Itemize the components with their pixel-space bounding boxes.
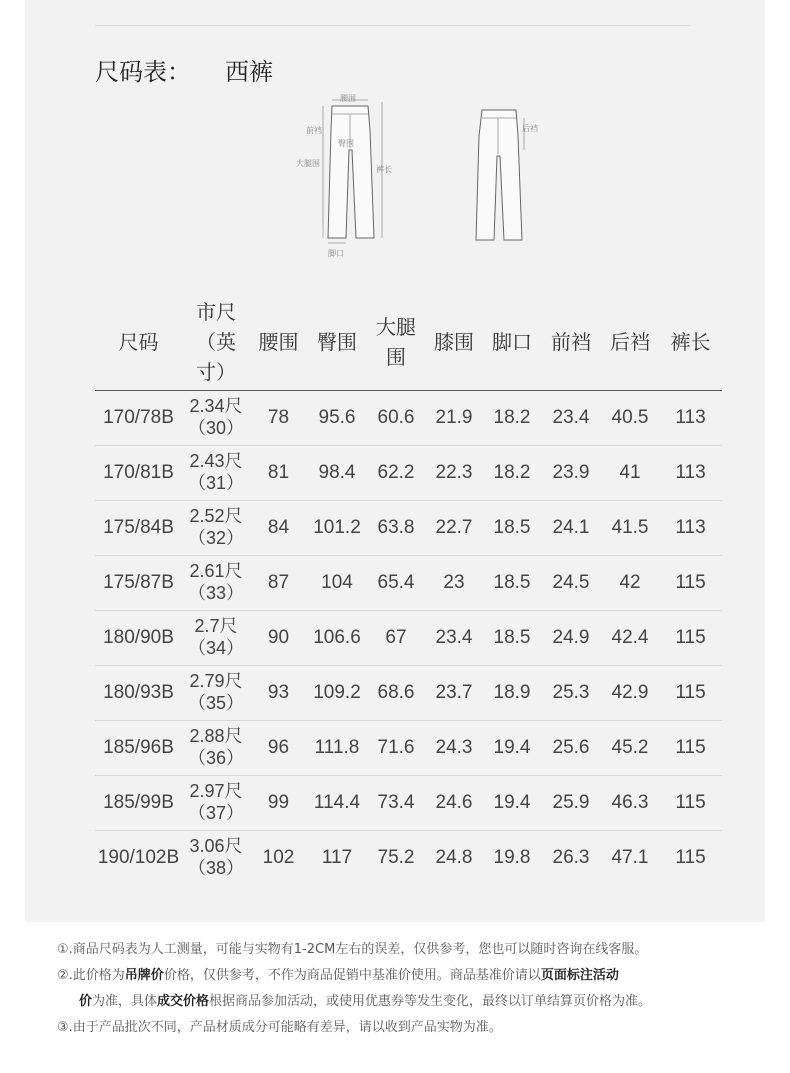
cell-front-rise: 24.9 bbox=[541, 611, 601, 666]
diagram-label-thigh: 大腿围 bbox=[296, 159, 320, 168]
note-2-text: 价格，仅供参考，不作为商品促销中基准价使用。商品基准价请以 bbox=[163, 968, 541, 983]
table-row bbox=[95, 556, 722, 611]
page-title bbox=[95, 52, 273, 87]
cell-knee: 23 bbox=[425, 556, 483, 611]
cell-thigh: 62.2 bbox=[367, 446, 425, 501]
cell-size: 175/87B bbox=[95, 556, 182, 611]
cell-inch-value: （32） bbox=[187, 528, 245, 548]
cell-thigh: 63.8 bbox=[367, 501, 425, 556]
cell-chi-value: 2.79尺 bbox=[189, 671, 243, 692]
cell-front-rise: 25.3 bbox=[541, 666, 601, 721]
cell-waist: 102 bbox=[262, 846, 295, 868]
cell-front-rise: 24.1 bbox=[541, 501, 601, 556]
header-chi-line1: 市尺 bbox=[196, 300, 236, 324]
cell-length: 113 bbox=[659, 446, 722, 501]
cell-thigh: 68.6 bbox=[367, 666, 425, 721]
diagram-label-front-rise: 前裆 bbox=[306, 126, 322, 135]
note-2-continued bbox=[57, 989, 767, 1015]
header-chi bbox=[182, 294, 250, 391]
cell-length: 113 bbox=[659, 501, 722, 556]
cell-knee: 24.8 bbox=[435, 846, 473, 868]
diagram-label-back-rise: 后裆 bbox=[522, 124, 538, 133]
front-pants-drawing bbox=[323, 100, 382, 243]
cell-thigh: 71.6 bbox=[367, 721, 425, 776]
cell-hem: 18.2 bbox=[483, 391, 541, 446]
cell-waist: 96 bbox=[250, 721, 307, 776]
header-thigh bbox=[367, 294, 425, 391]
diagram-label-waist: 腰围 bbox=[340, 94, 356, 103]
cell-waist: 93 bbox=[250, 666, 307, 721]
table-row bbox=[95, 721, 722, 776]
cell-knee: 23.7 bbox=[425, 666, 483, 721]
cell-chi bbox=[182, 721, 250, 776]
notes-section bbox=[57, 937, 767, 1041]
cell-chi-value: 2.61尺 bbox=[189, 561, 243, 582]
cell-knee: 21.9 bbox=[425, 391, 483, 446]
cell-chi bbox=[182, 446, 250, 501]
cell-chi-value: 2.97尺 bbox=[189, 781, 243, 802]
note-2-text: ②.此价格为 bbox=[57, 968, 125, 983]
cell-hip: 101.2 bbox=[307, 501, 367, 556]
header-knee: 膝围 bbox=[425, 294, 483, 391]
cell-inch-value: （33） bbox=[187, 583, 245, 603]
cell-hip: 117 bbox=[321, 846, 353, 868]
header-length: 裤长 bbox=[659, 294, 722, 391]
header-front-rise: 前裆 bbox=[541, 294, 601, 391]
cell-back-rise: 42 bbox=[601, 556, 659, 611]
product-name: 西裤 bbox=[225, 58, 273, 86]
cell-chi-value: 2.52尺 bbox=[189, 506, 243, 527]
diagram-label-length: 裤长 bbox=[376, 165, 392, 174]
table-row bbox=[95, 391, 722, 446]
cell-size: 170/78B bbox=[95, 391, 182, 446]
cell-hip: 104 bbox=[307, 556, 367, 611]
cell-knee: 24.6 bbox=[425, 776, 483, 831]
cell-back-rise: 40.5 bbox=[601, 391, 659, 446]
cell-hem: 19.4 bbox=[483, 776, 541, 831]
cell-waist: 81 bbox=[250, 446, 307, 501]
back-pants-drawing bbox=[476, 110, 524, 240]
note-2-emphasis-tag-price: 吊牌价 bbox=[124, 968, 164, 983]
cell-front-rise: 25.6 bbox=[541, 721, 601, 776]
cell-hem: 18.9 bbox=[483, 666, 541, 721]
cell-chi-value: 2.7尺 bbox=[194, 616, 238, 637]
table-header-row bbox=[95, 294, 722, 391]
cell-length: 115 bbox=[659, 776, 722, 831]
note-2-text: 为准，具体 bbox=[92, 994, 158, 1009]
cell-thigh: 67 bbox=[367, 611, 425, 666]
cell-inch-value: （31） bbox=[187, 473, 245, 493]
cell-chi bbox=[182, 501, 250, 556]
table-row bbox=[95, 611, 722, 666]
cell-length: 113 bbox=[659, 391, 722, 446]
table-row bbox=[95, 666, 722, 721]
cell-size: 175/84B bbox=[95, 501, 182, 556]
cell-hem: 19.4 bbox=[483, 721, 541, 776]
cell-waist: 99 bbox=[250, 776, 307, 831]
header-size: 尺码 bbox=[95, 294, 182, 391]
cell-knee: 22.7 bbox=[425, 501, 483, 556]
header-chi-line2: （英 bbox=[196, 330, 236, 354]
header-chi-line3: 寸） bbox=[196, 360, 236, 384]
cell-back-rise: 42.9 bbox=[601, 666, 659, 721]
note-2 bbox=[57, 963, 767, 989]
header-thigh-line1: 大腿 bbox=[376, 315, 416, 339]
cell-hem: 18.5 bbox=[483, 501, 541, 556]
note-2-emphasis-page-price: 页面标注活动 bbox=[540, 968, 619, 983]
table-row bbox=[95, 776, 722, 831]
cell-size: 170/81B bbox=[95, 446, 182, 501]
cell-length: 115 bbox=[675, 846, 706, 868]
note-1: ①.商品尺码表为人工测量，可能与实物有1-2CM左右的误差，仅供参考，您也可以随时咨询在线客服。 bbox=[57, 942, 648, 957]
cell-inch-value: （34） bbox=[187, 638, 245, 658]
title-label: 尺码表： bbox=[95, 58, 191, 86]
header-back-rise: 后裆 bbox=[601, 294, 659, 391]
table-row bbox=[95, 501, 722, 556]
cell-knee: 22.3 bbox=[425, 446, 483, 501]
cell-hip: 111.8 bbox=[307, 721, 367, 776]
cell-chi-value: 2.43尺 bbox=[189, 451, 243, 472]
cell-hip: 95.6 bbox=[307, 391, 367, 446]
cell-chi-value: 3.06尺 bbox=[189, 836, 243, 857]
cell-hip: 98.4 bbox=[307, 446, 367, 501]
cell-inch-value: （37） bbox=[187, 803, 245, 823]
cell-back-rise: 41 bbox=[601, 446, 659, 501]
cell-waist: 90 bbox=[250, 611, 307, 666]
cell-hem: 19.8 bbox=[493, 846, 531, 868]
cell-front-rise: 23.4 bbox=[541, 391, 601, 446]
cell-back-rise: 47.1 bbox=[611, 846, 649, 868]
cell-size: 190/102B bbox=[97, 846, 180, 868]
cell-hem: 18.5 bbox=[483, 611, 541, 666]
cell-back-rise: 41.5 bbox=[601, 501, 659, 556]
cell-chi bbox=[182, 776, 250, 831]
cell-length: 115 bbox=[659, 611, 722, 666]
cell-chi bbox=[182, 666, 250, 721]
cell-waist: 84 bbox=[250, 501, 307, 556]
top-divider bbox=[95, 25, 690, 26]
cell-inch-value: （35） bbox=[187, 693, 245, 713]
cell-back-rise: 42.4 bbox=[601, 611, 659, 666]
table-row bbox=[95, 446, 722, 501]
cell-thigh: 73.4 bbox=[367, 776, 425, 831]
cell-size: 180/90B bbox=[95, 611, 182, 666]
cell-chi-value: 2.88尺 bbox=[189, 726, 243, 747]
cell-length: 115 bbox=[659, 556, 722, 611]
diagram-label-hip: 臀围 bbox=[338, 139, 354, 148]
cell-chi bbox=[182, 391, 250, 446]
cell-knee: 23.4 bbox=[425, 611, 483, 666]
cell-front-rise: 23.9 bbox=[541, 446, 601, 501]
cell-thigh: 65.4 bbox=[367, 556, 425, 611]
note-2-text: 根据商品参加活动，或使用优惠券等发生变化，最终以订单结算页价格为准。 bbox=[209, 994, 652, 1009]
cell-hip: 106.6 bbox=[307, 611, 367, 666]
cell-hip: 109.2 bbox=[307, 666, 367, 721]
pants-measurement-diagram bbox=[290, 88, 550, 263]
diagram-label-hem: 脚口 bbox=[328, 249, 344, 258]
cell-hip: 114.4 bbox=[307, 776, 367, 831]
cell-waist: 87 bbox=[250, 556, 307, 611]
cell-back-rise: 45.2 bbox=[601, 721, 659, 776]
size-chart-table bbox=[95, 294, 722, 885]
cell-chi bbox=[182, 831, 250, 886]
cell-inch-value: （30） bbox=[187, 418, 245, 438]
cell-knee: 24.3 bbox=[425, 721, 483, 776]
cell-front-rise: 26.3 bbox=[552, 846, 590, 868]
note-2-emphasis-price: 价 bbox=[79, 994, 93, 1009]
table-row bbox=[95, 831, 722, 886]
cell-front-rise: 25.9 bbox=[541, 776, 601, 831]
cell-thigh: 60.6 bbox=[367, 391, 425, 446]
cell-length: 115 bbox=[659, 666, 722, 721]
header-hip: 臀围 bbox=[307, 294, 367, 391]
cell-hem: 18.5 bbox=[483, 556, 541, 611]
cell-inch-value: （38） bbox=[187, 858, 245, 878]
cell-chi bbox=[182, 611, 250, 666]
header-hem: 脚口 bbox=[483, 294, 541, 391]
cell-length: 115 bbox=[659, 721, 722, 776]
cell-size: 185/96B bbox=[95, 721, 182, 776]
cell-hem: 18.2 bbox=[483, 446, 541, 501]
cell-size: 185/99B bbox=[95, 776, 182, 831]
cell-front-rise: 24.5 bbox=[541, 556, 601, 611]
note-2-emphasis-deal-price: 成交价格 bbox=[157, 994, 210, 1009]
cell-size: 180/93B bbox=[95, 666, 182, 721]
note-3: ③.由于产品批次不同，产品材质成分可能略有差异，请以收到产品实物为准。 bbox=[57, 1020, 502, 1035]
cell-waist: 78 bbox=[250, 391, 307, 446]
cell-back-rise: 46.3 bbox=[601, 776, 659, 831]
header-waist: 腰围 bbox=[250, 294, 307, 391]
cell-chi bbox=[182, 556, 250, 611]
cell-inch-value: （36） bbox=[187, 748, 245, 768]
cell-chi-value: 2.34尺 bbox=[189, 396, 243, 417]
header-thigh-line2: 围 bbox=[386, 345, 406, 369]
cell-thigh: 75.2 bbox=[377, 846, 415, 868]
